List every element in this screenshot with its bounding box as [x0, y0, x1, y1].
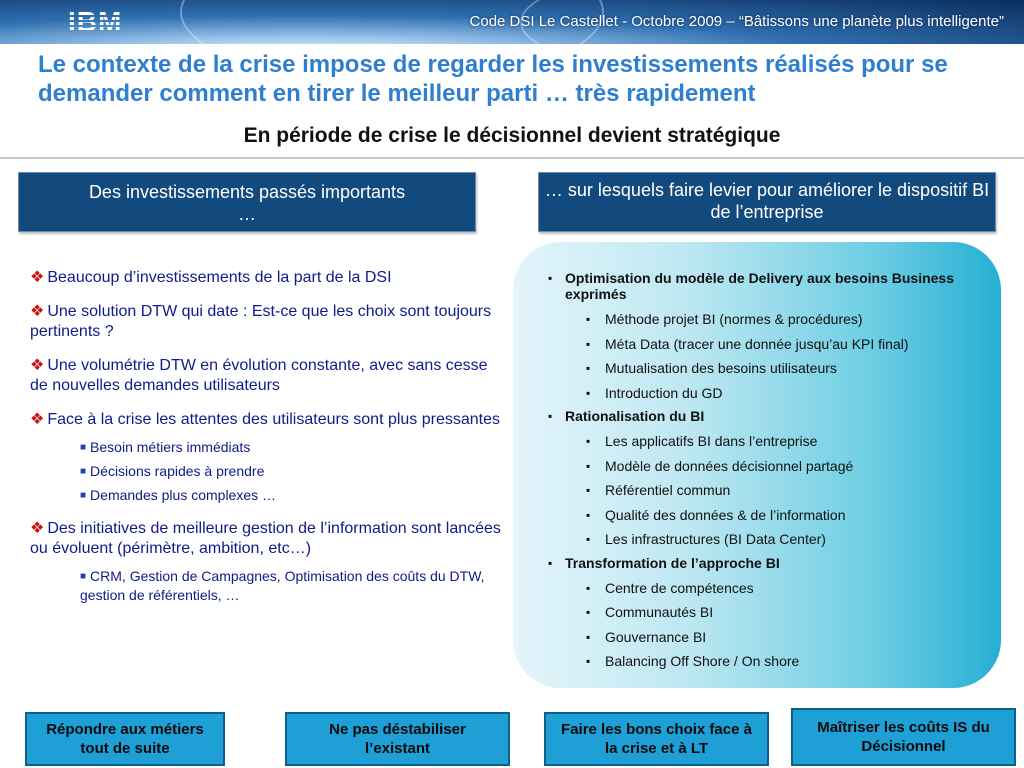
list-item: ▪ Méthode projet BI (normes & procédures): [548, 310, 988, 328]
divider: [0, 157, 1024, 159]
footer-box-1: Répondre aux métiers tout de suite: [25, 712, 225, 766]
group-title: ▪ Rationalisation du BI: [548, 408, 988, 424]
list-item: ▪ Les applicatifs BI dans l’entreprise: [548, 432, 988, 450]
square-bullet-icon: ■: [80, 571, 87, 582]
list-item: ▪ Communautés BI: [548, 603, 988, 621]
list-item: ▪ Référentiel commun: [548, 481, 988, 499]
diamond-bullet-icon: ❖: [30, 269, 45, 286]
ibm-logo: IBM: [68, 7, 136, 37]
list-item: ▪ Balancing Off Shore / On shore: [548, 652, 988, 670]
list-item: ❖ Une volumétrie DTW en évolution constante, avec sans cesse de nouvelles demandes utilisateurs: [30, 357, 488, 394]
footer-box-4: Maîtriser les coûts IS du Décisionnel: [791, 708, 1016, 766]
left-bullet-list: [30, 268, 502, 618]
header-banner: [0, 0, 1024, 44]
list-item: ❖ Une solution DTW qui date : Est-ce que les choix sont toujours pertinents ?: [30, 303, 492, 340]
list-item: ▪ Gouvernance BI: [548, 628, 988, 646]
footer-box-3: Faire les bons choix face à la crise et à LT: [544, 712, 769, 766]
left-header-box: [18, 172, 476, 232]
slide-subtitle: En période de crise le décisionnel devient stratégique: [243, 124, 781, 147]
list-item: ❖ Des initiatives de meilleure gestion de l’information sont lancées ou évoluent (périmètre, ambition, etc…) ■ CRM, Gestion de Campagnes, Optimisation des coûts du DTW, gestion de référentiels, …: [30, 520, 501, 603]
right-header-box: [538, 172, 996, 232]
diamond-bullet-icon: ❖: [30, 411, 45, 428]
list-item: ▪ Introduction du GD: [548, 384, 988, 402]
footer-box-2: Ne pas déstabiliser l’existant: [285, 712, 510, 766]
sub-list-item: ■ Demandes plus complexes …: [80, 487, 277, 503]
right-bullet-list: [548, 270, 988, 677]
list-item: ❖ Face à la crise les attentes des utilisateurs sont plus pressantes ■ Besoin métiers immédiats ■ Décisions rapides à prendre ■ Demandes plus complexes …: [30, 411, 501, 503]
diamond-bullet-icon: ❖: [30, 303, 45, 320]
list-item: ▪ Centre de compétences: [548, 579, 988, 597]
group-title: ▪ Optimisation du modèle de Delivery aux besoins Business exprimés: [548, 270, 988, 302]
sub-list-item: ■ CRM, Gestion de Campagnes, Optimisation des coûts du DTW, gestion de référentiels, …: [80, 568, 485, 603]
list-item: ▪ Méta Data (tracer une donnée jusqu’au KPI final): [548, 335, 988, 353]
left-header-text: Des investissements passés importants …: [88, 182, 406, 224]
list-item: ❖ Beaucoup d’investissements de la part de la DSI: [30, 269, 392, 286]
list-item: ▪ Modèle de données décisionnel partagé: [548, 457, 988, 475]
right-header-text: … sur lesquels faire levier pour améliorer le dispositif BI de l’entreprise: [544, 180, 990, 222]
slide-title: Le contexte de la crise impose de regarder les investissements réalisés pour se demander comment en tirer le meilleur parti … très rapidement: [38, 51, 948, 107]
header-tagline: Code DSI Le Castellet - Octobre 2009 – “Bâtissons une planète plus intelligente”: [469, 13, 1004, 30]
list-item: ▪ Mutualisation des besoins utilisateurs: [548, 359, 988, 377]
list-item: ▪ Qualité des données & de l’information: [548, 506, 988, 524]
diamond-bullet-icon: ❖: [30, 520, 45, 537]
square-bullet-icon: ■: [80, 466, 87, 477]
diamond-bullet-icon: ❖: [30, 357, 45, 374]
square-bullet-icon: ■: [80, 442, 87, 453]
sub-list-item: ■ Décisions rapides à prendre: [80, 463, 265, 479]
square-bullet-icon: ■: [80, 490, 87, 501]
sub-list-item: ■ Besoin métiers immédiats: [80, 439, 251, 455]
list-item: ▪ Les infrastructures (BI Data Center): [548, 530, 988, 548]
group-title: ▪ Transformation de l’approche BI: [548, 555, 988, 571]
